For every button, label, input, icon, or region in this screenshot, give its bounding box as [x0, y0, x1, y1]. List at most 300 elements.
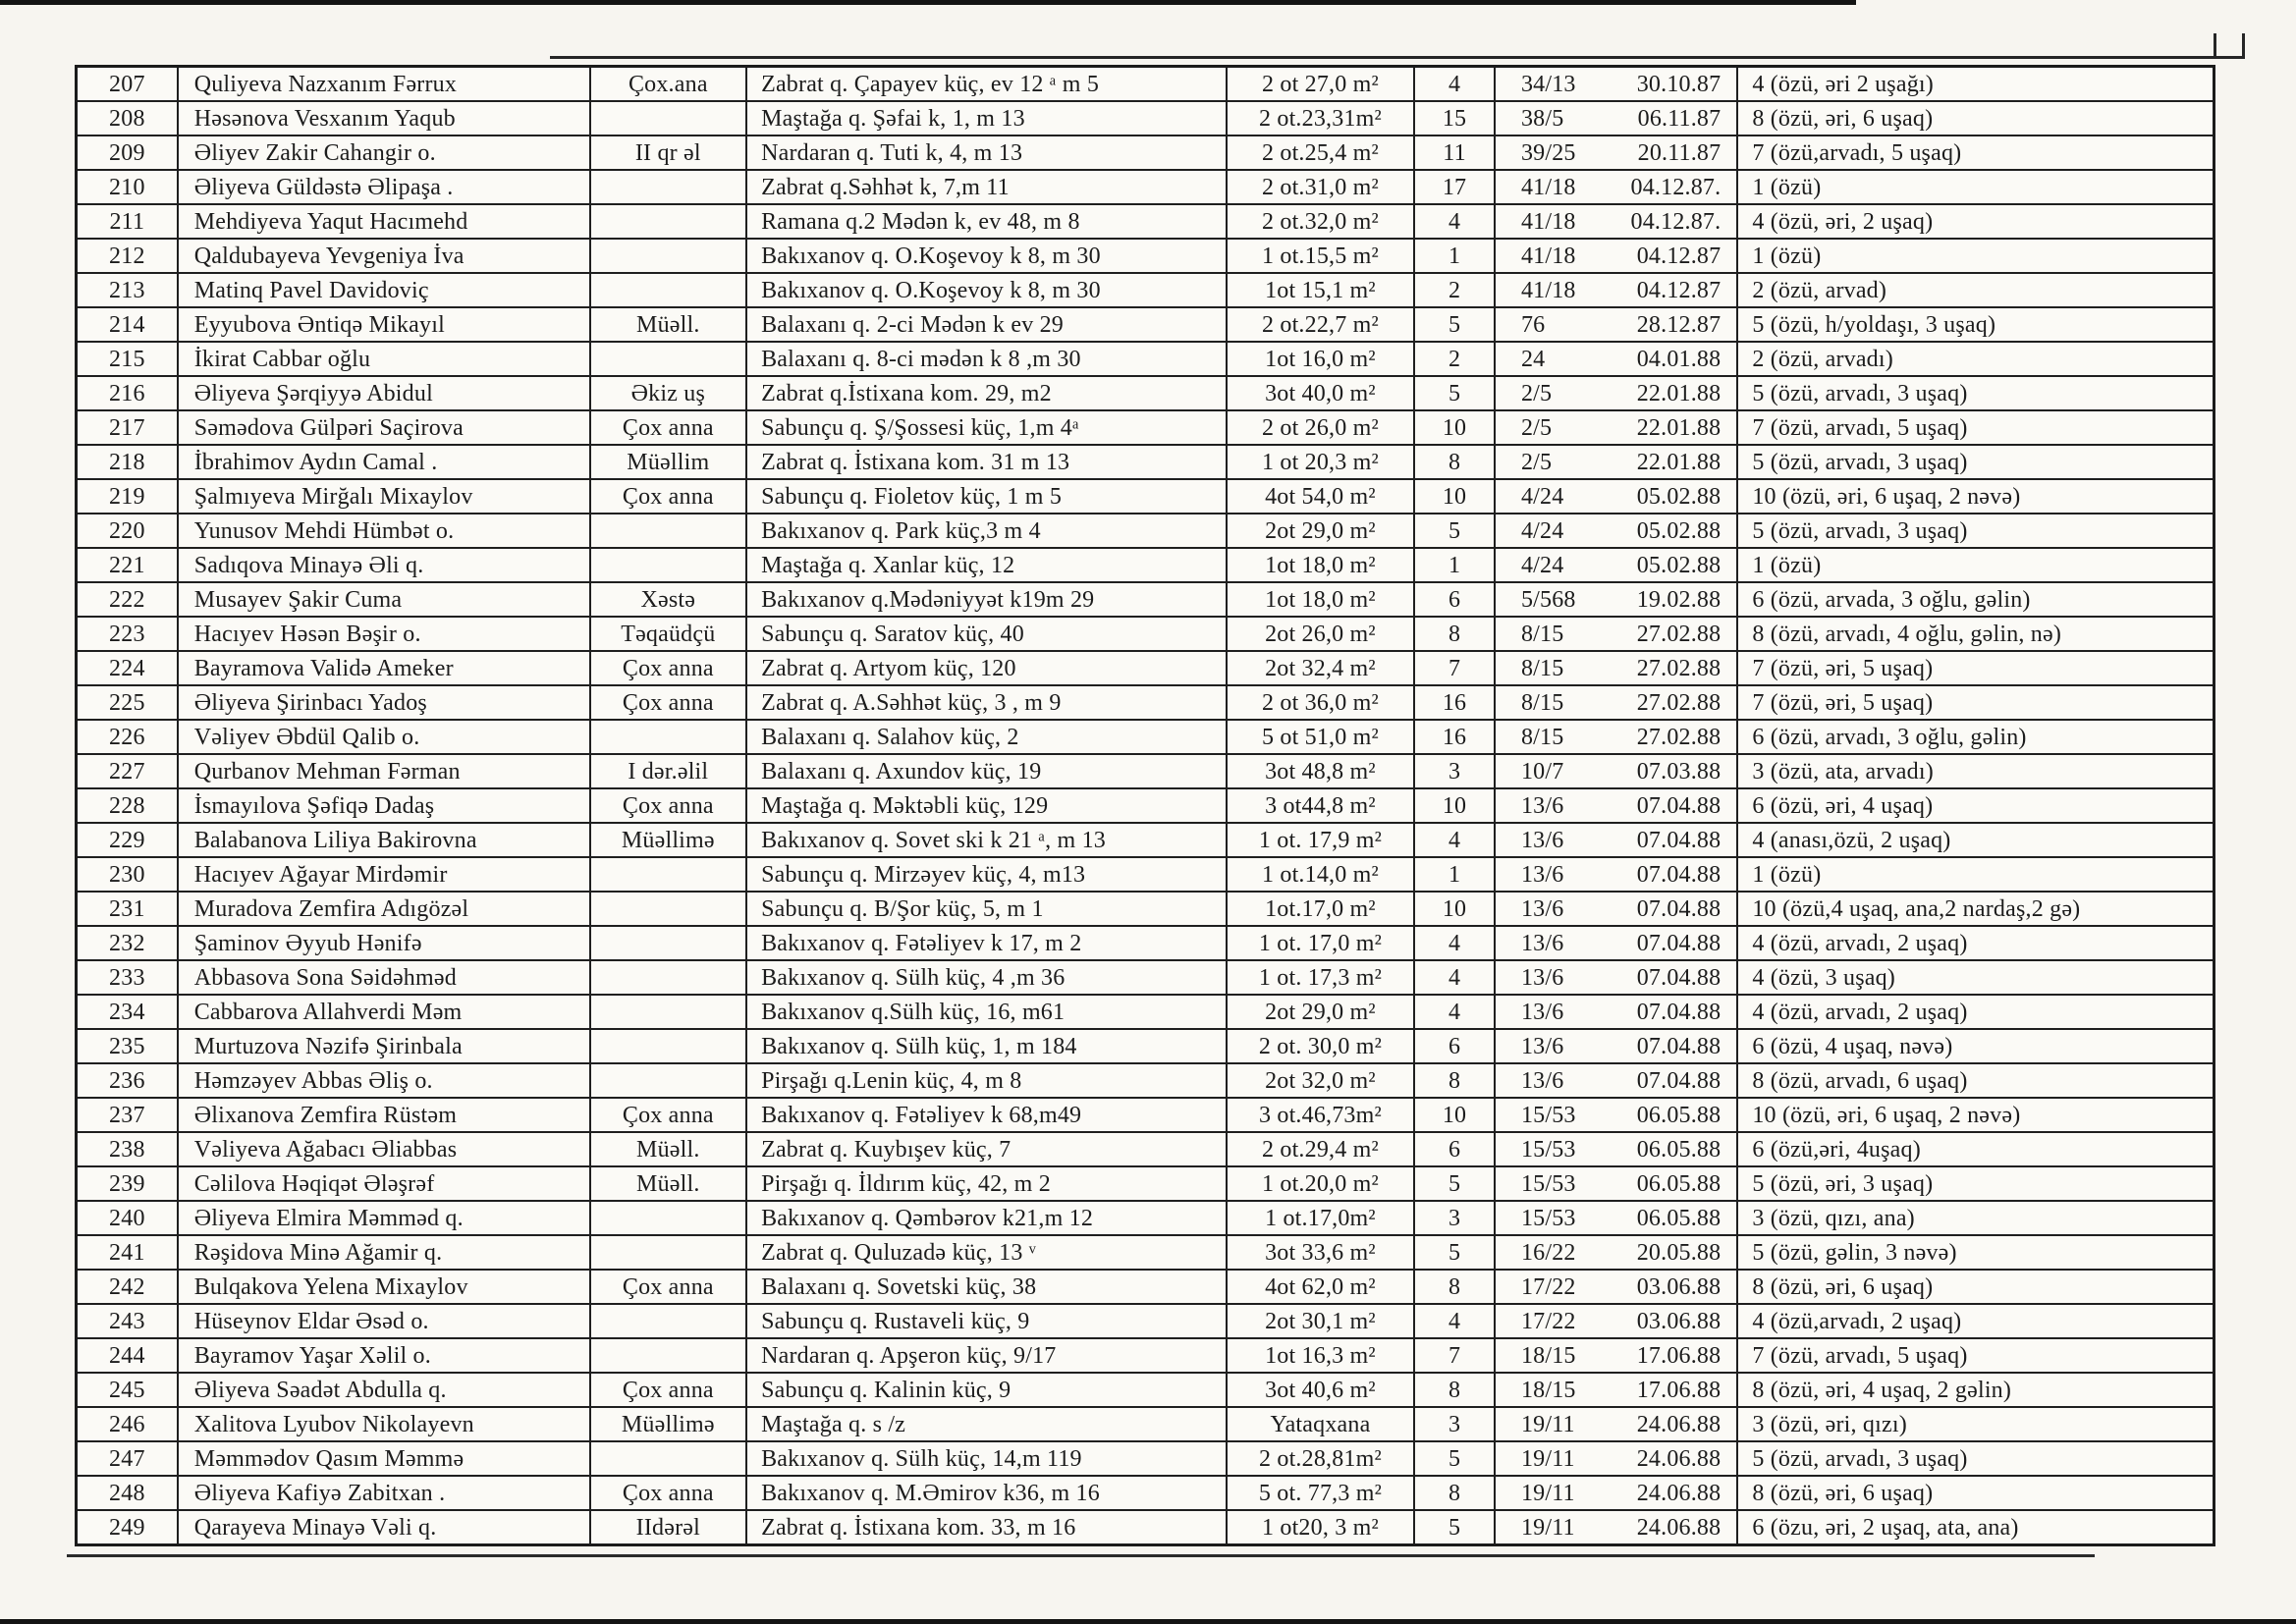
registration-date: 03.06.88	[1636, 1308, 1722, 1334]
category-cell	[589, 1064, 746, 1097]
row-number-cell: 208	[109, 105, 145, 132]
family-cell: 5 (özü, arvadı, 3 uşaq)	[1736, 514, 2213, 547]
address-cell: Ramana q.2 Mədən k, ev 48, m 8	[745, 205, 1226, 238]
category-cell	[589, 927, 746, 959]
rooms-area-cell: 2 ot 26,0 m²	[1226, 411, 1413, 444]
rooms-area-cell: 2ot 29,0 m²	[1226, 996, 1413, 1028]
registration-date: 06.05.88	[1636, 1170, 1722, 1197]
registration-date: 07.03.88	[1636, 758, 1722, 785]
address-cell: Sabunçu q. B/Şor küç, 5, m 1	[745, 893, 1226, 925]
family-cell: 5 (özü, h/yoldaşı, 3 uşaq)	[1736, 308, 2213, 341]
address-cell: Nardaran q. Tuti k, 4, m 13	[745, 136, 1226, 169]
name-cell: İkirat Cabbar oğlu	[177, 343, 589, 375]
address-cell: Zabrat q. İstixana kom. 31 m 13	[745, 446, 1226, 478]
family-cell: 8 (özü, arvadı, 6 uşaq)	[1736, 1064, 2213, 1097]
count-cell: 2	[1413, 274, 1494, 306]
registration-cell	[1494, 686, 1736, 719]
table-row	[78, 959, 2213, 994]
table-row	[78, 1303, 2213, 1337]
rooms-area-cell: 2ot 30,1 m²	[1226, 1305, 1413, 1337]
registration-number: 24	[1520, 346, 1546, 372]
category-cell: I dər.əlil	[589, 755, 746, 787]
row-number-cell: 230	[109, 861, 145, 888]
registration-number: 4/24	[1520, 517, 1564, 544]
count-cell: 4	[1413, 824, 1494, 856]
address-cell: Zabrat q. Kuybışev küç, 7	[745, 1133, 1226, 1165]
rooms-area-cell: 1ot 18,0 m²	[1226, 583, 1413, 616]
category-cell: Müəll.	[589, 1133, 746, 1165]
row-number-cell: 249	[109, 1514, 145, 1541]
registration-date: 04.01.88	[1636, 346, 1722, 372]
registration-number: 8/15	[1520, 655, 1564, 681]
registration-cell	[1494, 961, 1736, 994]
table-row	[78, 238, 2213, 272]
name-cell: Şaminov Əyyub Hənifə	[177, 927, 589, 959]
registration-cell	[1494, 1442, 1736, 1475]
count-cell: 8	[1413, 1064, 1494, 1097]
address-cell: Zabrat q. A.Səhhət küç, 3 , m 9	[745, 686, 1226, 719]
address-cell: Balaxanı q. 2-ci Mədən k ev 29	[745, 308, 1226, 341]
table-row	[78, 513, 2213, 547]
registration-cell	[1494, 343, 1736, 375]
name-cell: Əliyeva Səadət Abdulla q.	[177, 1374, 589, 1406]
registration-cell	[1494, 824, 1736, 856]
row-number-cell: 219	[109, 483, 145, 510]
registration-date: 30.10.87	[1636, 71, 1722, 97]
registration-cell	[1494, 652, 1736, 684]
row-number-cell: 244	[109, 1342, 145, 1369]
previous-page-row-fragment-line	[550, 56, 2245, 59]
registration-number: 15/53	[1520, 1205, 1576, 1231]
registration-number: 5/568	[1520, 586, 1576, 613]
count-cell: 5	[1413, 1511, 1494, 1543]
table-row	[78, 925, 2213, 959]
rooms-area-cell: 2 ot.32,0 m²	[1226, 205, 1413, 238]
row-number-cell: 242	[109, 1273, 145, 1300]
count-cell: 5	[1413, 1236, 1494, 1269]
table-row	[78, 856, 2213, 891]
table-row	[78, 547, 2213, 581]
address-cell: Pirşağı q.Lenin küç, 4, m 8	[745, 1064, 1226, 1097]
address-cell: Balaxanı q. Salahov küç, 2	[745, 721, 1226, 753]
count-cell: 1	[1413, 240, 1494, 272]
family-cell: 7 (özü, arvadı, 5 uşaq)	[1736, 1339, 2213, 1372]
count-cell: 8	[1413, 618, 1494, 650]
table-row	[78, 719, 2213, 753]
name-cell: Əlixanova Zemfira Rüstəm	[177, 1099, 589, 1131]
name-cell: Şalmıyeva Mirğalı Mixaylov	[177, 480, 589, 513]
registration-date: 05.02.88	[1636, 517, 1722, 544]
name-cell: Mehdiyeva Yaqut Hacımehd	[177, 205, 589, 238]
registration-cell	[1494, 1374, 1736, 1406]
registration-number: 13/6	[1520, 1067, 1564, 1094]
address-cell: Bakıxanov q.Sülh küç, 16, m61	[745, 996, 1226, 1028]
registration-cell	[1494, 1133, 1736, 1165]
table-row	[78, 616, 2213, 650]
count-cell: 4	[1413, 205, 1494, 238]
rooms-area-cell: 4ot 62,0 m²	[1226, 1271, 1413, 1303]
table-row	[78, 135, 2213, 169]
row-number-cell: 210	[109, 174, 145, 200]
table-row	[78, 1406, 2213, 1440]
rooms-area-cell: 1 ot20, 3 m²	[1226, 1511, 1413, 1543]
rooms-area-cell: 2ot 29,0 m²	[1226, 514, 1413, 547]
registration-number: 38/5	[1520, 105, 1564, 132]
address-cell: Bakıxanov q. M.Əmirov k36, m 16	[745, 1477, 1226, 1509]
count-cell: 5	[1413, 1167, 1494, 1200]
family-cell: 10 (özü, əri, 6 uşaq, 2 nəvə)	[1736, 480, 2213, 513]
row-number-cell: 228	[109, 792, 145, 819]
name-cell: Bayramov Yaşar Xəlil o.	[177, 1339, 589, 1372]
rooms-area-cell: 1 ot.20,0 m²	[1226, 1167, 1413, 1200]
table-row	[78, 684, 2213, 719]
table-row	[78, 822, 2213, 856]
row-number-cell: 211	[109, 208, 145, 235]
row-number-cell: 220	[109, 517, 145, 544]
category-cell	[589, 996, 746, 1028]
count-cell: 3	[1413, 1408, 1494, 1440]
address-cell: Bakıxanov q. Park küç,3 m 4	[745, 514, 1226, 547]
row-number-cell: 223	[109, 621, 145, 647]
category-cell: Müəllimə	[589, 1408, 746, 1440]
family-cell: 2 (özü, arvadı)	[1736, 343, 2213, 375]
registration-number: 19/11	[1520, 1411, 1575, 1437]
row-number-cell: 225	[109, 689, 145, 716]
registration-date: 24.06.88	[1636, 1445, 1722, 1472]
category-cell: Müəllim	[589, 446, 746, 478]
count-cell: 6	[1413, 1133, 1494, 1165]
rooms-area-cell: 1 ot.15,5 m²	[1226, 240, 1413, 272]
address-cell: Bakıxanov q. Sülh küç, 14,m 119	[745, 1442, 1226, 1475]
registration-date: 07.04.88	[1636, 895, 1722, 922]
table-row	[78, 650, 2213, 684]
family-cell: 5 (özü, arvadı, 3 uşaq)	[1736, 446, 2213, 478]
registration-date: 04.12.87.	[1630, 174, 1722, 200]
name-cell: Abbasova Sona Səidəhməd	[177, 961, 589, 994]
name-cell: Murtuzova Nəzifə Şirinbala	[177, 1030, 589, 1062]
registration-cell	[1494, 1408, 1736, 1440]
registration-date: 19.02.88	[1636, 586, 1722, 613]
name-cell: Əliyev Zakir Cahangir o.	[177, 136, 589, 169]
family-cell: 4 (özü, 3 uşaq)	[1736, 961, 2213, 994]
registration-cell	[1494, 1271, 1736, 1303]
category-cell	[589, 893, 746, 925]
rooms-area-cell: 3 ot.46,73m²	[1226, 1099, 1413, 1131]
table-row	[78, 891, 2213, 925]
row-number-cell: 224	[109, 655, 145, 681]
table-row	[78, 581, 2213, 616]
table-row	[78, 1372, 2213, 1406]
category-cell	[589, 961, 746, 994]
registration-cell	[1494, 1477, 1736, 1509]
registration-cell	[1494, 927, 1736, 959]
address-cell: Zabrat q. Artyom küç, 120	[745, 652, 1226, 684]
table-row	[78, 68, 2213, 100]
category-cell	[589, 1236, 746, 1269]
row-number-cell: 229	[109, 827, 145, 853]
registration-cell	[1494, 274, 1736, 306]
registration-date: 04.12.87	[1636, 243, 1722, 269]
address-cell: Sabunçu q. Ş/Şossesi küç, 1,m 4ᵃ	[745, 411, 1226, 444]
rooms-area-cell: 2 ot.31,0 m²	[1226, 171, 1413, 203]
registration-number: 13/6	[1520, 827, 1564, 853]
family-cell: 5 (özü, arvadı, 3 uşaq)	[1736, 377, 2213, 409]
table-row	[78, 1165, 2213, 1200]
count-cell: 3	[1413, 755, 1494, 787]
family-cell: 1 (özü)	[1736, 240, 2213, 272]
registration-cell	[1494, 308, 1736, 341]
family-cell: 4 (özü, arvadı, 2 uşaq)	[1736, 927, 2213, 959]
registration-number: 4/24	[1520, 552, 1564, 578]
category-cell	[589, 274, 746, 306]
name-cell: Vəliyev Əbdül Qalib o.	[177, 721, 589, 753]
count-cell: 7	[1413, 1339, 1494, 1372]
name-cell: Quliyeva Nazxanım Fərrux	[177, 68, 589, 100]
count-cell: 5	[1413, 308, 1494, 341]
registration-number: 41/18	[1520, 174, 1576, 200]
rooms-area-cell: 3ot 40,0 m²	[1226, 377, 1413, 409]
rooms-area-cell: 1 ot 20,3 m²	[1226, 446, 1413, 478]
table-row	[78, 169, 2213, 203]
registration-number: 18/15	[1520, 1377, 1576, 1403]
table-row	[78, 203, 2213, 238]
registration-date: 07.04.88	[1636, 930, 1722, 956]
count-cell: 5	[1413, 514, 1494, 547]
category-cell: Təqaüdçü	[589, 618, 746, 650]
row-number-cell: 234	[109, 999, 145, 1025]
family-cell: 7 (özü, arvadı, 5 uşaq)	[1736, 411, 2213, 444]
count-cell: 4	[1413, 1305, 1494, 1337]
registration-date: 27.02.88	[1636, 621, 1722, 647]
registration-number: 16/22	[1520, 1239, 1576, 1266]
row-number-cell: 216	[109, 380, 145, 406]
rooms-area-cell: 1ot 18,0 m²	[1226, 549, 1413, 581]
rooms-area-cell: 3ot 33,6 m²	[1226, 1236, 1413, 1269]
registration-number: 13/6	[1520, 964, 1564, 991]
registration-date: 22.01.88	[1636, 380, 1722, 406]
family-cell: 6 (özü, əri, 4 uşaq)	[1736, 789, 2213, 822]
name-cell: Yunusov Mehdi Hümbət o.	[177, 514, 589, 547]
family-cell: 5 (özü, arvadı, 3 uşaq)	[1736, 1442, 2213, 1475]
name-cell: Hacıyev Həsən Bəşir o.	[177, 618, 589, 650]
category-cell	[589, 1030, 746, 1062]
row-number-cell: 209	[109, 139, 145, 166]
name-cell: Musayev Şakir Cuma	[177, 583, 589, 616]
family-cell: 10 (özü,4 uşaq, ana,2 nardaş,2 gə)	[1736, 893, 2213, 925]
registration-number: 13/6	[1520, 930, 1564, 956]
row-number-cell: 236	[109, 1067, 145, 1094]
row-number-cell: 241	[109, 1239, 145, 1266]
address-cell: Balaxanı q. 8-ci mədən k 8 ,m 30	[745, 343, 1226, 375]
rooms-area-cell: 2 ot 36,0 m²	[1226, 686, 1413, 719]
name-cell: Cabbarova Allahverdi Məm	[177, 996, 589, 1028]
table-row	[78, 1475, 2213, 1509]
table-row	[78, 1062, 2213, 1097]
count-cell: 10	[1413, 411, 1494, 444]
address-cell: Zabrat q. İstixana kom. 33, m 16	[745, 1511, 1226, 1543]
rooms-area-cell: 1 ot. 17,3 m²	[1226, 961, 1413, 994]
family-cell: 4 (özü, əri, 2 uşaq)	[1736, 205, 2213, 238]
category-cell: IIdərəl	[589, 1511, 746, 1543]
registration-number: 2/5	[1520, 449, 1553, 475]
registration-date: 07.04.88	[1636, 792, 1722, 819]
address-cell: Bakıxanov q. O.Koşevoy k 8, m 30	[745, 240, 1226, 272]
name-cell: Vəliyeva Ağabacı Əliabbas	[177, 1133, 589, 1165]
row-number-cell: 238	[109, 1136, 145, 1163]
row-number-cell: 217	[109, 414, 145, 441]
registration-number: 19/11	[1520, 1514, 1575, 1541]
registration-cell	[1494, 1064, 1736, 1097]
registration-cell	[1494, 1099, 1736, 1131]
registration-number: 10/7	[1520, 758, 1564, 785]
address-cell: Zabrat q.İstixana kom. 29, m2	[745, 377, 1226, 409]
registration-number: 15/53	[1520, 1136, 1576, 1163]
scan-edge-top	[0, 0, 1856, 5]
family-cell: 7 (özü,arvadı, 5 uşaq)	[1736, 136, 2213, 169]
name-cell: Əliyeva Elmira Məmməd q.	[177, 1202, 589, 1234]
count-cell: 1	[1413, 858, 1494, 891]
registration-date: 06.05.88	[1636, 1205, 1722, 1231]
name-cell: Qaldubayeva Yevgeniya İva	[177, 240, 589, 272]
registration-number: 76	[1520, 311, 1546, 338]
registration-date: 22.01.88	[1636, 414, 1722, 441]
registration-number: 8/15	[1520, 724, 1564, 750]
category-cell: Çox anna	[589, 1374, 746, 1406]
registration-number: 8/15	[1520, 621, 1564, 647]
count-cell: 2	[1413, 343, 1494, 375]
category-cell: Xəstə	[589, 583, 746, 616]
name-cell: Balabanova Liliya Bakirovna	[177, 824, 589, 856]
rooms-area-cell: 3ot 48,8 m²	[1226, 755, 1413, 787]
family-cell: 10 (özü, əri, 6 uşaq, 2 nəvə)	[1736, 1099, 2213, 1131]
table-row	[78, 272, 2213, 306]
category-cell	[589, 240, 746, 272]
category-cell: Çox.ana	[589, 68, 746, 100]
registration-cell	[1494, 721, 1736, 753]
family-cell: 4 (anası,özü, 2 uşaq)	[1736, 824, 2213, 856]
category-cell	[589, 1305, 746, 1337]
row-number-cell: 245	[109, 1377, 145, 1403]
address-cell: Sabunçu q. Kalinin küç, 9	[745, 1374, 1226, 1406]
address-cell: Zabrat q. Çapayev küç, ev 12 ᵃ m 5	[745, 68, 1226, 100]
name-cell: İsmayılova Şəfiqə Dadaş	[177, 789, 589, 822]
registration-date: 22.01.88	[1636, 449, 1722, 475]
count-cell: 10	[1413, 789, 1494, 822]
registration-date: 04.12.87	[1636, 277, 1722, 303]
count-cell: 16	[1413, 721, 1494, 753]
category-cell	[589, 1339, 746, 1372]
row-number-cell: 233	[109, 964, 145, 991]
rooms-area-cell: 2 ot.22,7 m²	[1226, 308, 1413, 341]
registration-date: 06.05.88	[1636, 1136, 1722, 1163]
name-cell: Sadıqova Minayə Əli q.	[177, 549, 589, 581]
registration-number: 13/6	[1520, 792, 1564, 819]
address-cell: Nardaran q. Apşeron küç, 9/17	[745, 1339, 1226, 1372]
registration-cell	[1494, 240, 1736, 272]
count-cell: 11	[1413, 136, 1494, 169]
registration-date: 24.06.88	[1636, 1411, 1722, 1437]
registration-date: 17.06.88	[1636, 1342, 1722, 1369]
address-cell: Bakıxanov q. Sülh küç, 4 ,m 36	[745, 961, 1226, 994]
category-cell	[589, 1202, 746, 1234]
name-cell: Hacıyev Ağayar Mirdəmir	[177, 858, 589, 891]
registration-cell	[1494, 480, 1736, 513]
table-row	[78, 1337, 2213, 1372]
table-row	[78, 1269, 2213, 1303]
table-row	[78, 1234, 2213, 1269]
family-cell: 6 (özü, arvadı, 3 oğlu, gəlin)	[1736, 721, 2213, 753]
name-cell: Rəşidova Minə Ağamir q.	[177, 1236, 589, 1269]
count-cell: 8	[1413, 1271, 1494, 1303]
name-cell: Muradova Zemfira Adıgözəl	[177, 893, 589, 925]
rooms-area-cell: 2 ot. 30,0 m²	[1226, 1030, 1413, 1062]
name-cell: Həsənova Vesxanım Yaqub	[177, 102, 589, 135]
registration-number: 15/53	[1520, 1102, 1576, 1128]
registration-number: 19/11	[1520, 1445, 1575, 1472]
name-cell: Hüseynov Eldar Əsəd o.	[177, 1305, 589, 1337]
category-cell	[589, 205, 746, 238]
family-cell: 8 (özü, əri, 4 uşaq, 2 gəlin)	[1736, 1374, 2213, 1406]
family-cell: 6 (özu, əri, 2 uşaq, ata, ana)	[1736, 1511, 2213, 1543]
registration-cell	[1494, 411, 1736, 444]
registration-cell	[1494, 1511, 1736, 1543]
category-cell: Çox anna	[589, 1477, 746, 1509]
registration-date: 20.11.87	[1637, 139, 1722, 166]
count-cell: 4	[1413, 961, 1494, 994]
family-cell: 4 (özü, əri 2 uşağı)	[1736, 68, 2213, 100]
table-row	[78, 341, 2213, 375]
row-number-cell: 215	[109, 346, 145, 372]
rooms-area-cell: 5 ot 51,0 m²	[1226, 721, 1413, 753]
address-cell: Maştağa q. Xanlar küç, 12	[745, 549, 1226, 581]
row-number-cell: 218	[109, 449, 145, 475]
registration-date: 27.02.88	[1636, 724, 1722, 750]
family-cell: 5 (özü, gəlin, 3 nəvə)	[1736, 1236, 2213, 1269]
row-number-cell: 227	[109, 758, 145, 785]
registration-date: 27.02.88	[1636, 655, 1722, 681]
category-cell: Çox anna	[589, 1271, 746, 1303]
count-cell: 16	[1413, 686, 1494, 719]
table-row	[78, 478, 2213, 513]
rooms-area-cell: Yataqxana	[1226, 1408, 1413, 1440]
registration-date: 07.04.88	[1636, 861, 1722, 888]
registration-number: 2/5	[1520, 380, 1553, 406]
registration-cell	[1494, 583, 1736, 616]
address-cell: Bakıxanov q. O.Koşevoy k 8, m 30	[745, 274, 1226, 306]
registration-cell	[1494, 789, 1736, 822]
name-cell: Matinq Pavel Davidoviç	[177, 274, 589, 306]
row-number-cell: 226	[109, 724, 145, 750]
count-cell: 10	[1413, 1099, 1494, 1131]
count-cell: 4	[1413, 927, 1494, 959]
registration-cell	[1494, 1202, 1736, 1234]
registration-number: 8/15	[1520, 689, 1564, 716]
registration-number: 13/6	[1520, 895, 1564, 922]
count-cell: 8	[1413, 446, 1494, 478]
registration-number: 4/24	[1520, 483, 1564, 510]
registration-date: 07.04.88	[1636, 1067, 1722, 1094]
rooms-area-cell: 2 ot 27,0 m²	[1226, 68, 1413, 100]
row-number-cell: 221	[109, 552, 145, 578]
rooms-area-cell: 1 ot.14,0 m²	[1226, 858, 1413, 891]
address-cell: Sabunçu q. Mirzəyev küç, 4, m13	[745, 858, 1226, 891]
family-cell: 7 (özü, əri, 5 uşaq)	[1736, 686, 2213, 719]
name-cell: Əliyeva Şərqiyyə Abidul	[177, 377, 589, 409]
row-number-cell: 212	[109, 243, 145, 269]
registration-cell	[1494, 1030, 1736, 1062]
rooms-area-cell: 1 ot.17,0m²	[1226, 1202, 1413, 1234]
registration-date: 05.02.88	[1636, 483, 1722, 510]
